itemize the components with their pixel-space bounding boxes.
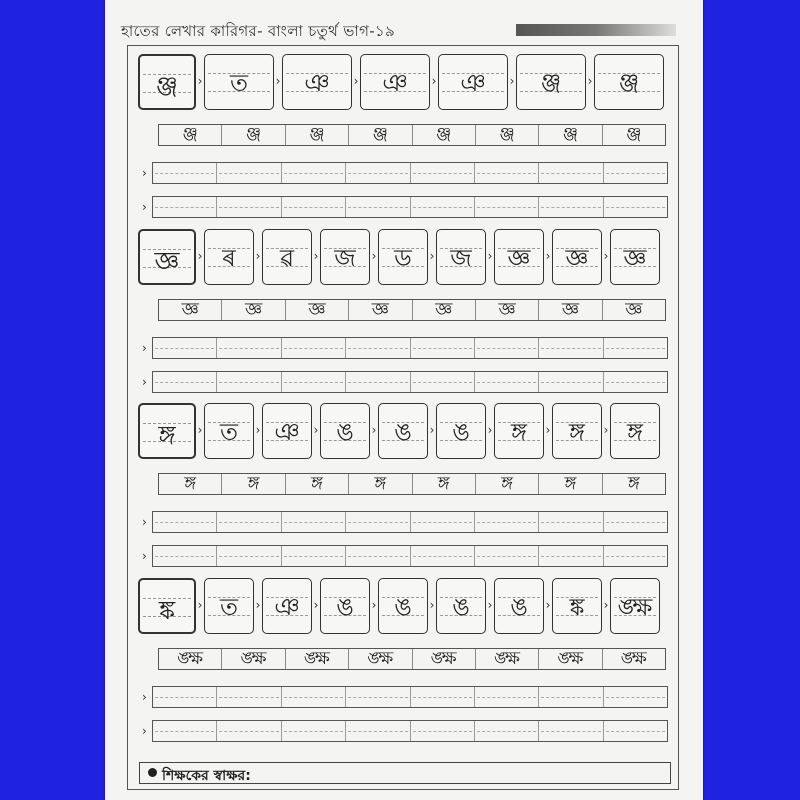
trace-cell: ঙ্ক্ষ [286,649,349,669]
practice-row[interactable] [142,511,668,535]
step-glyph: ঞ্জ [155,72,179,102]
practice-lines [152,545,668,567]
practice-cell[interactable] [282,163,346,183]
practice-cell[interactable] [346,512,410,532]
arrow-right-icon: › [371,598,377,612]
step-glyph: জ [450,244,472,272]
step-glyph: ঙ [336,418,354,446]
tracing-row[interactable] [158,124,666,146]
trace-cell: ঙ্ক্ষ [620,648,647,669]
practice-cell[interactable] [282,546,346,566]
stroke-step-box [436,578,486,634]
arrow-right-icon: › [603,423,609,437]
arrow-right-icon: › [275,74,281,88]
practice-cell[interactable] [411,721,475,741]
arrow-right-icon: › [371,249,377,263]
practice-cell[interactable] [604,687,667,707]
stroke-step-box [552,403,602,459]
practice-row[interactable] [142,337,668,361]
step-glyph: জ্ঞ [565,244,589,272]
practice-row[interactable] [142,196,668,220]
stroke-step-box [494,229,544,285]
stroke-step-box [378,403,428,459]
stroke-step-box [438,54,508,110]
practice-cell[interactable] [475,687,539,707]
trace-cell: ঙ্ক্ষ [476,649,539,669]
step-glyph: ঞ [460,69,486,97]
practice-cell[interactable] [411,687,475,707]
trace-cell: জ্ঞ [539,300,602,320]
trace-cell: ঙ্গ [627,473,640,494]
arrow-right-icon: › [197,423,203,437]
practice-cell[interactable] [475,512,539,532]
practice-cell[interactable] [153,372,217,392]
practice-cell[interactable] [153,721,217,741]
stroke-step-box [436,403,486,459]
practice-cell[interactable] [282,721,346,741]
practice-cell[interactable] [475,372,539,392]
step-glyph: জ্ঞ [507,244,531,272]
arrow-right-icon: › [197,598,203,612]
practice-cell[interactable] [539,512,603,532]
practice-cell[interactable] [282,512,346,532]
step-glyph: ঞ [304,69,330,97]
arrow-right-icon: › [197,74,203,88]
trace-cell: ঙ্গ [476,474,539,494]
practice-lines [152,371,668,393]
practice-cell[interactable] [282,372,346,392]
practice-cell[interactable] [282,338,346,358]
practice-cell[interactable] [217,338,281,358]
step-glyph: ঙ্গ [569,418,585,446]
worksheet-page [105,0,703,800]
practice-cell[interactable] [153,687,217,707]
practice-cell[interactable] [346,546,410,566]
step-glyph: ঞ [274,418,300,446]
practice-cell[interactable] [475,721,539,741]
practice-row[interactable] [142,371,668,395]
arrow-right-icon: › [587,74,593,88]
practice-cell[interactable] [411,163,475,183]
practice-row[interactable] [142,720,668,744]
practice-cell[interactable] [153,512,217,532]
practice-cell[interactable] [153,546,217,566]
trace-cell: ঙ্ক্ষ [413,649,476,669]
step-glyph: ঙ্গ [511,418,527,446]
step-glyph: ঙ [394,418,412,446]
step-glyph: ঞ্জ [540,69,562,97]
step-glyph: জ্ঞ [623,244,647,272]
step-glyph: ত [229,69,248,97]
step-glyph: ঞ [382,69,408,97]
row-marker-icon: › [142,724,147,738]
stroke-step-box [610,229,660,285]
practice-lines [152,511,668,533]
step-glyph: ড [394,244,412,272]
step-glyph: ঙ [336,593,354,621]
trace-cell: ঙ্ক্ষ [539,649,602,669]
arrow-right-icon: › [371,423,377,437]
bullet-icon [148,768,157,777]
teacher-signature-box[interactable] [139,762,671,784]
stroke-step-box [610,578,660,634]
practice-cell[interactable] [604,163,667,183]
tracing-row[interactable] [158,473,666,495]
trace-cell: ঞ্জ [476,125,539,145]
arrow-right-icon: › [313,249,319,263]
stroke-step-box [378,229,428,285]
step-glyph: ঙ [452,593,470,621]
arrow-right-icon: › [487,249,493,263]
step-glyph: ৱ [279,244,295,272]
trace-cell: ঙ্ক্ষ [222,649,285,669]
trace-cell: জ্ঞ [286,300,349,320]
practice-cell[interactable] [604,338,667,358]
practice-cell[interactable] [217,687,281,707]
arrow-right-icon: › [509,74,515,88]
practice-cell[interactable] [604,372,667,392]
row-marker-icon: › [142,515,147,529]
arrow-right-icon: › [197,249,203,263]
worksheet-frame [127,45,679,790]
page-title: হাতের লেখার কারিগর- বাংলা চতুর্থ ভাগ-১৯ [121,22,395,40]
stroke-step-box [262,403,312,459]
practice-cell[interactable] [153,163,217,183]
practice-cell[interactable] [346,163,410,183]
arrow-right-icon: › [545,423,551,437]
practice-cell[interactable] [217,512,281,532]
stroke-step-box [494,578,544,634]
trace-cell: ঙ্গ [413,474,476,494]
practice-cell[interactable] [217,546,281,566]
target-letter-box [138,54,196,110]
step-glyph: ৰ [222,244,236,272]
step-glyph: ঙ্ক্ষ [617,593,653,621]
trace-cell: ঙ্গ [159,474,222,494]
row-marker-icon: › [142,200,147,214]
stroke-step-box [204,229,254,285]
practice-cell[interactable] [475,546,539,566]
trace-cell: ঙ্ক্ষ [159,649,222,669]
practice-cell[interactable] [475,197,539,217]
practice-cell[interactable] [604,197,667,217]
stroke-step-box [204,403,254,459]
stroke-step-box [360,54,430,110]
arrow-right-icon: › [255,423,261,437]
arrow-right-icon: › [545,249,551,263]
stroke-step-box [320,229,370,285]
trace-cell: জ্ঞ [349,300,412,320]
row-marker-icon: › [142,341,147,355]
practice-cell[interactable] [475,163,539,183]
trace-cell: জ্ঞ [222,300,285,320]
stroke-step-box [552,578,602,634]
target-letter-box [138,403,196,459]
stroke-step-box [262,229,312,285]
arrow-right-icon: › [353,74,359,88]
stroke-step-box [378,578,428,634]
row-marker-icon: › [142,690,147,704]
stroke-step-box [320,578,370,634]
arrow-right-icon: › [603,249,609,263]
stroke-step-box [516,54,586,110]
trace-cell: ঙ্গ [539,474,602,494]
practice-cell[interactable] [346,372,410,392]
practice-cell[interactable] [604,512,667,532]
trace-cell: জ্ঞ [476,300,539,320]
stroke-step-box [552,229,602,285]
trace-cell: ঙ্গ [286,474,349,494]
arrow-right-icon: › [255,249,261,263]
practice-cell[interactable] [217,163,281,183]
practice-cell[interactable] [411,546,475,566]
practice-cell[interactable] [282,687,346,707]
step-glyph: ঙ [394,593,412,621]
arrow-right-icon: › [487,423,493,437]
step-glyph: ত [219,418,238,446]
trace-cell: ঞ্জ [349,125,412,145]
step-glyph: ঞ্জ [618,69,640,97]
arrow-right-icon: › [429,598,435,612]
stroke-step-box [282,54,352,110]
practice-row[interactable] [142,162,668,186]
arrow-right-icon: › [313,598,319,612]
row-marker-icon: › [142,166,147,180]
arrow-right-icon: › [429,249,435,263]
arrow-right-icon: › [487,598,493,612]
practice-cell[interactable] [475,338,539,358]
header-decoration-bar [516,24,676,36]
trace-cell: জ্ঞ [159,300,222,320]
trace-cell: ঞ্জ [159,125,222,145]
practice-row[interactable] [142,686,668,710]
stroke-step-box [436,229,486,285]
practice-cell[interactable] [346,338,410,358]
practice-cell[interactable] [539,372,603,392]
practice-cell[interactable] [411,197,475,217]
practice-cell[interactable] [411,338,475,358]
stroke-step-box [320,403,370,459]
practice-cell[interactable] [539,163,603,183]
arrow-right-icon: › [313,423,319,437]
step-glyph: ঙ [452,418,470,446]
practice-lines [152,196,668,218]
arrow-right-icon: › [255,598,261,612]
practice-cell[interactable] [539,687,603,707]
stroke-step-box [594,54,664,110]
target-letter-box [138,229,196,285]
practice-lines [152,162,668,184]
stroke-step-box [204,54,274,110]
step-glyph: ঙ্ক [569,593,585,621]
practice-cell[interactable] [217,197,281,217]
practice-lines [152,686,668,708]
step-glyph: ঙ্ক [158,596,176,626]
practice-lines [152,337,668,359]
practice-cell[interactable] [411,372,475,392]
step-glyph: ত [219,593,238,621]
practice-cell[interactable] [282,197,346,217]
trace-cell: ঙ্ক্ষ [349,649,412,669]
page-header [121,18,681,42]
step-glyph: ঙ্গ [627,418,643,446]
arrow-right-icon: › [429,423,435,437]
teacher-signature-label: শিক্ষকের স্বাক্ষর: [162,768,251,784]
practice-cell[interactable] [346,687,410,707]
practice-cell[interactable] [539,721,603,741]
step-glyph: জ্ঞ [154,247,180,277]
practice-cell[interactable] [539,197,603,217]
arrow-right-icon: › [431,74,437,88]
trace-cell: ঞ্জ [413,125,476,145]
stroke-step-box [262,578,312,634]
step-glyph: ঞ [274,593,300,621]
arrow-right-icon: › [545,598,551,612]
practice-cell[interactable] [153,197,217,217]
step-glyph: জ [334,244,356,272]
trace-cell: জ্ঞ [625,299,643,320]
trace-cell: ঞ্জ [222,125,285,145]
stroke-step-box [610,403,660,459]
step-glyph: ঙ্গ [158,421,176,451]
tracing-row[interactable] [158,299,666,321]
tracing-row[interactable] [158,648,666,670]
trace-cell: ঞ্জ [539,125,602,145]
practice-row[interactable] [142,545,668,569]
arrow-right-icon: › [603,598,609,612]
trace-cell: ঞ্জ [626,124,642,145]
trace-cell: জ্ঞ [413,300,476,320]
practice-lines [152,720,668,742]
practice-cell[interactable] [217,721,281,741]
practice-cell[interactable] [411,512,475,532]
practice-cell[interactable] [346,721,410,741]
stroke-step-box [494,403,544,459]
practice-cell[interactable] [346,197,410,217]
practice-cell[interactable] [604,546,667,566]
row-marker-icon: › [142,549,147,563]
practice-cell[interactable] [539,546,603,566]
practice-cell[interactable] [604,721,667,741]
stroke-step-box [204,578,254,634]
step-glyph: ঙ [510,593,528,621]
row-marker-icon: › [142,375,147,389]
practice-cell[interactable] [539,338,603,358]
trace-cell: ঙ্গ [222,474,285,494]
target-letter-box [138,578,196,634]
practice-cell[interactable] [217,372,281,392]
practice-cell[interactable] [153,338,217,358]
trace-cell: ঞ্জ [286,125,349,145]
trace-cell: ঙ্গ [349,474,412,494]
